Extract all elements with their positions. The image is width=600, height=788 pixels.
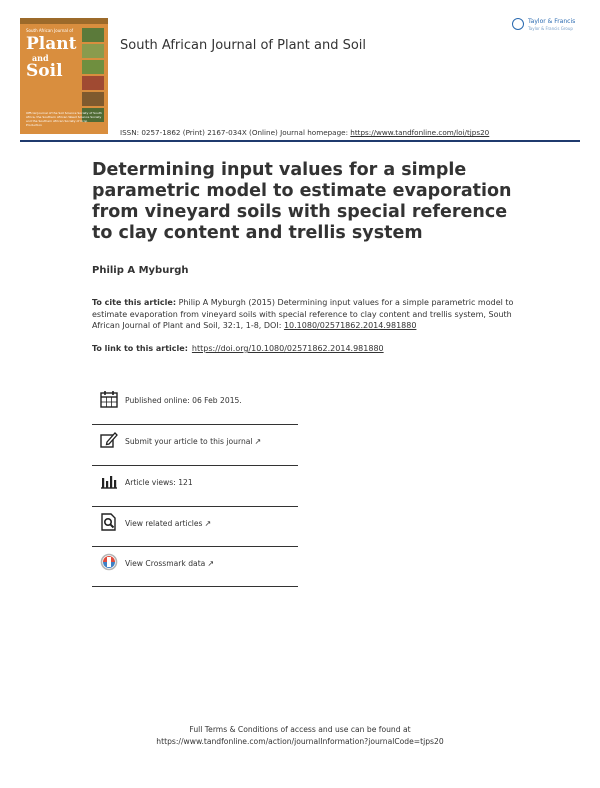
article-doi-url-link[interactable]: https://doi.org/10.1080/02571862.2014.981880	[191, 344, 384, 353]
info-row-rule	[92, 546, 298, 547]
cite-label: To cite this article:	[92, 298, 177, 307]
footer-terms-text: Full Terms & Conditions of access and use can be found at	[189, 725, 411, 734]
crossmark-icon	[100, 553, 118, 571]
article-author: Philip A Myburgh	[92, 265, 189, 276]
info-row-rule	[92, 424, 298, 425]
publisher-logo-icon	[512, 18, 524, 30]
cover-photo	[82, 60, 104, 74]
edit-icon	[100, 431, 118, 449]
cover-title-soil: Soil	[26, 61, 63, 81]
doi-link[interactable]: 10.1080/02571862.2014.981880	[283, 321, 417, 330]
journal-cover-image	[20, 18, 108, 134]
cover-foot-text: Official Journal of the Soil Science Society of South Africa, the Southern African Weed Science Society and the Southern African Society of Crop Production	[26, 111, 102, 128]
cover-title-and: and	[32, 53, 49, 63]
publisher-logo-sub: Taylor & Francis Group	[528, 26, 573, 31]
cover-photo	[82, 44, 104, 58]
cover-small-text: South African Journal of	[26, 28, 74, 33]
info-row-rule	[92, 465, 298, 466]
crossmark-label: View Crossmark data	[125, 559, 206, 568]
related-articles-label: View related articles	[125, 519, 203, 528]
submit-article-link[interactable]	[125, 437, 261, 446]
published-date-text: Published online: 06 Feb 2015.	[125, 396, 242, 405]
citation-block	[92, 297, 522, 332]
footer	[0, 724, 600, 747]
view-crossmark-link[interactable]	[125, 559, 214, 568]
cover-photo	[82, 28, 104, 42]
cover-photo	[82, 76, 104, 90]
cover-photo	[82, 92, 104, 106]
issn-text: ISSN: 0257-1862 (Print) 2167-034X (Online) Journal homepage:	[120, 128, 351, 137]
link-line	[92, 344, 384, 353]
cover-top-strip	[20, 18, 108, 24]
publisher-logo-name: Taylor & Francis	[528, 18, 576, 25]
publisher-logo	[512, 16, 584, 36]
journal-homepage-link[interactable]: https://www.tandfonline.com/loi/tjps20	[350, 128, 490, 137]
calendar-icon	[100, 390, 118, 408]
article-title: Determining input values for a simple parametric model to estimate evaporation from vineyard soils with special reference to clay content and trellis system	[92, 160, 512, 243]
link-label: To link to this article:	[92, 344, 188, 353]
bar-chart-icon	[100, 472, 118, 490]
info-row-rule	[92, 506, 298, 507]
external-link-icon: ↗	[204, 519, 212, 528]
journal-title: South African Journal of Plant and Soil	[120, 38, 367, 53]
cover-title-plant: Plant	[26, 34, 77, 54]
info-row-rule	[92, 586, 298, 587]
article-views-text: Article views: 121	[125, 478, 193, 487]
issn-line	[120, 128, 489, 137]
footer-terms-link[interactable]: https://www.tandfonline.com/action/journalInformation?journalCode=tjps20	[156, 736, 444, 746]
cover-title	[26, 36, 76, 80]
external-link-icon: ↗	[254, 437, 262, 446]
header-rule	[20, 140, 580, 142]
cover-photo-strip	[82, 28, 104, 124]
submit-article-label: Submit your article to this journal	[125, 437, 253, 446]
external-link-icon: ↗	[207, 559, 215, 568]
view-related-articles-link[interactable]	[125, 519, 211, 528]
cite-text: Philip A Myburgh (2015) Determining input values for a simple parametric model to estimate evaporation from vineyard soils with special reference to clay content and trellis system, South African Journal of Plant and Soil, 32:1, 1-8, DOI:	[92, 298, 514, 330]
search-document-icon	[100, 513, 118, 531]
